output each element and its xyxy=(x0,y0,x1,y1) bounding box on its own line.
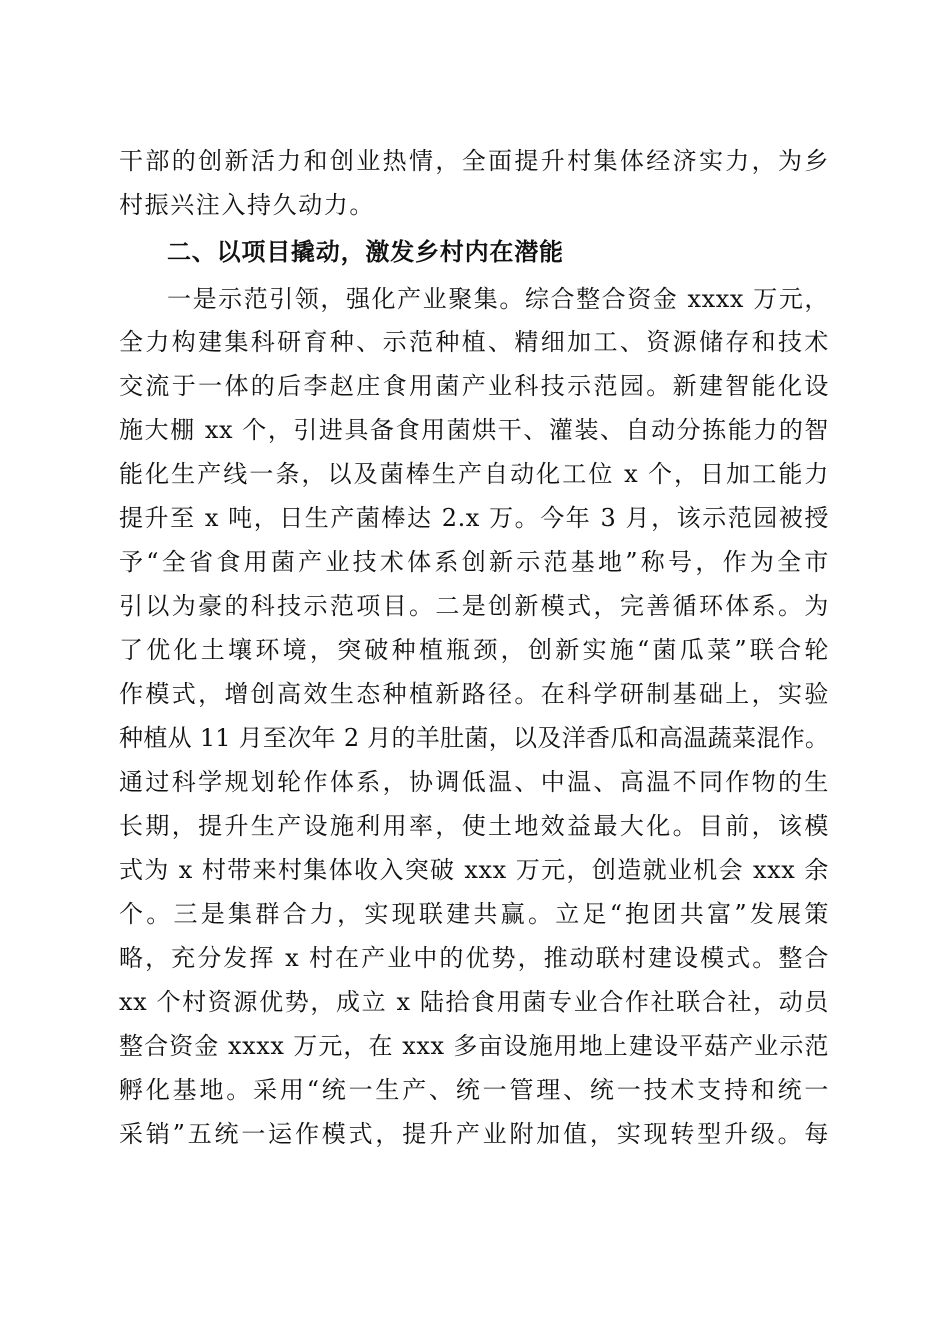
paragraph-line: 长期，提升生产设施利用率，使土地效益最大化。目前，该模 xyxy=(119,812,829,840)
paragraph-line: 干部的创新活力和创业热情，全面提升村集体经济实力，为乡 xyxy=(119,147,829,175)
paragraph-line: 个。三是集群合力，实现联建共赢。立足“抱团共富”发展策 xyxy=(119,900,829,928)
paragraph-line: 提升至 x 吨，日生产菌棒达 2.x 万。今年 3 月，该示范园被授 xyxy=(119,504,829,532)
paragraph-line: 施大棚 xx 个，引进具备食用菌烘干、灌装、自动分拣能力的智 xyxy=(119,416,829,444)
section-heading: 二、以项目撬动，激发乡村内在潜能 xyxy=(167,238,564,266)
paragraph-line: xx 个村资源优势，成立 x 陆拾食用菌专业合作社联合社，动员 xyxy=(119,988,829,1016)
paragraph-line: 交流于一体的后李赵庄食用菌产业科技示范园。新建智能化设 xyxy=(119,372,829,400)
paragraph-line: 通过科学规划轮作体系，协调低温、中温、高温不同作物的生 xyxy=(119,768,829,796)
paragraph-line: 采销”五统一运作模式，提升产业附加值，实现转型升级。每 xyxy=(119,1120,829,1148)
paragraph-line: 全力构建集科研育种、示范种植、精细加工、资源储存和技术 xyxy=(119,328,829,356)
paragraph-line: 略，充分发挥 x 村在产业中的优势，推动联村建设模式。整合 xyxy=(119,944,829,972)
paragraph-line: 了优化土壤环境，突破种植瓶颈，创新实施“菌瓜菜”联合轮 xyxy=(119,636,829,664)
paragraph-line: 孵化基地。采用“统一生产、统一管理、统一技术支持和统一 xyxy=(119,1076,829,1104)
paragraph-line: 能化生产线一条，以及菌棒生产自动化工位 x 个，日加工能力 xyxy=(119,460,829,488)
paragraph-line: 作模式，增创高效生态种植新路径。在科学研制基础上，实验 xyxy=(119,680,829,708)
paragraph-line: 引以为豪的科技示范项目。二是创新模式，完善循环体系。为 xyxy=(119,592,829,620)
paragraph-line: 式为 x 村带来村集体收入突破 xxx 万元，创造就业机会 xxx 余 xyxy=(119,856,829,884)
paragraph-line: 种植从 11 月至次年 2 月的羊肚菌，以及洋香瓜和高温蔬菜混作。 xyxy=(119,724,829,752)
paragraph-line: 一是示范引领，强化产业聚集。综合整合资金 xxxx 万元， xyxy=(167,285,829,313)
paragraph-line: 予“全省食用菌产业技术体系创新示范基地”称号，作为全市 xyxy=(119,548,829,576)
paragraph-line: 村振兴注入持久动力。 xyxy=(119,191,375,219)
paragraph-line: 整合资金 xxxx 万元，在 xxx 多亩设施用地上建设平菇产业示范 xyxy=(119,1032,829,1060)
